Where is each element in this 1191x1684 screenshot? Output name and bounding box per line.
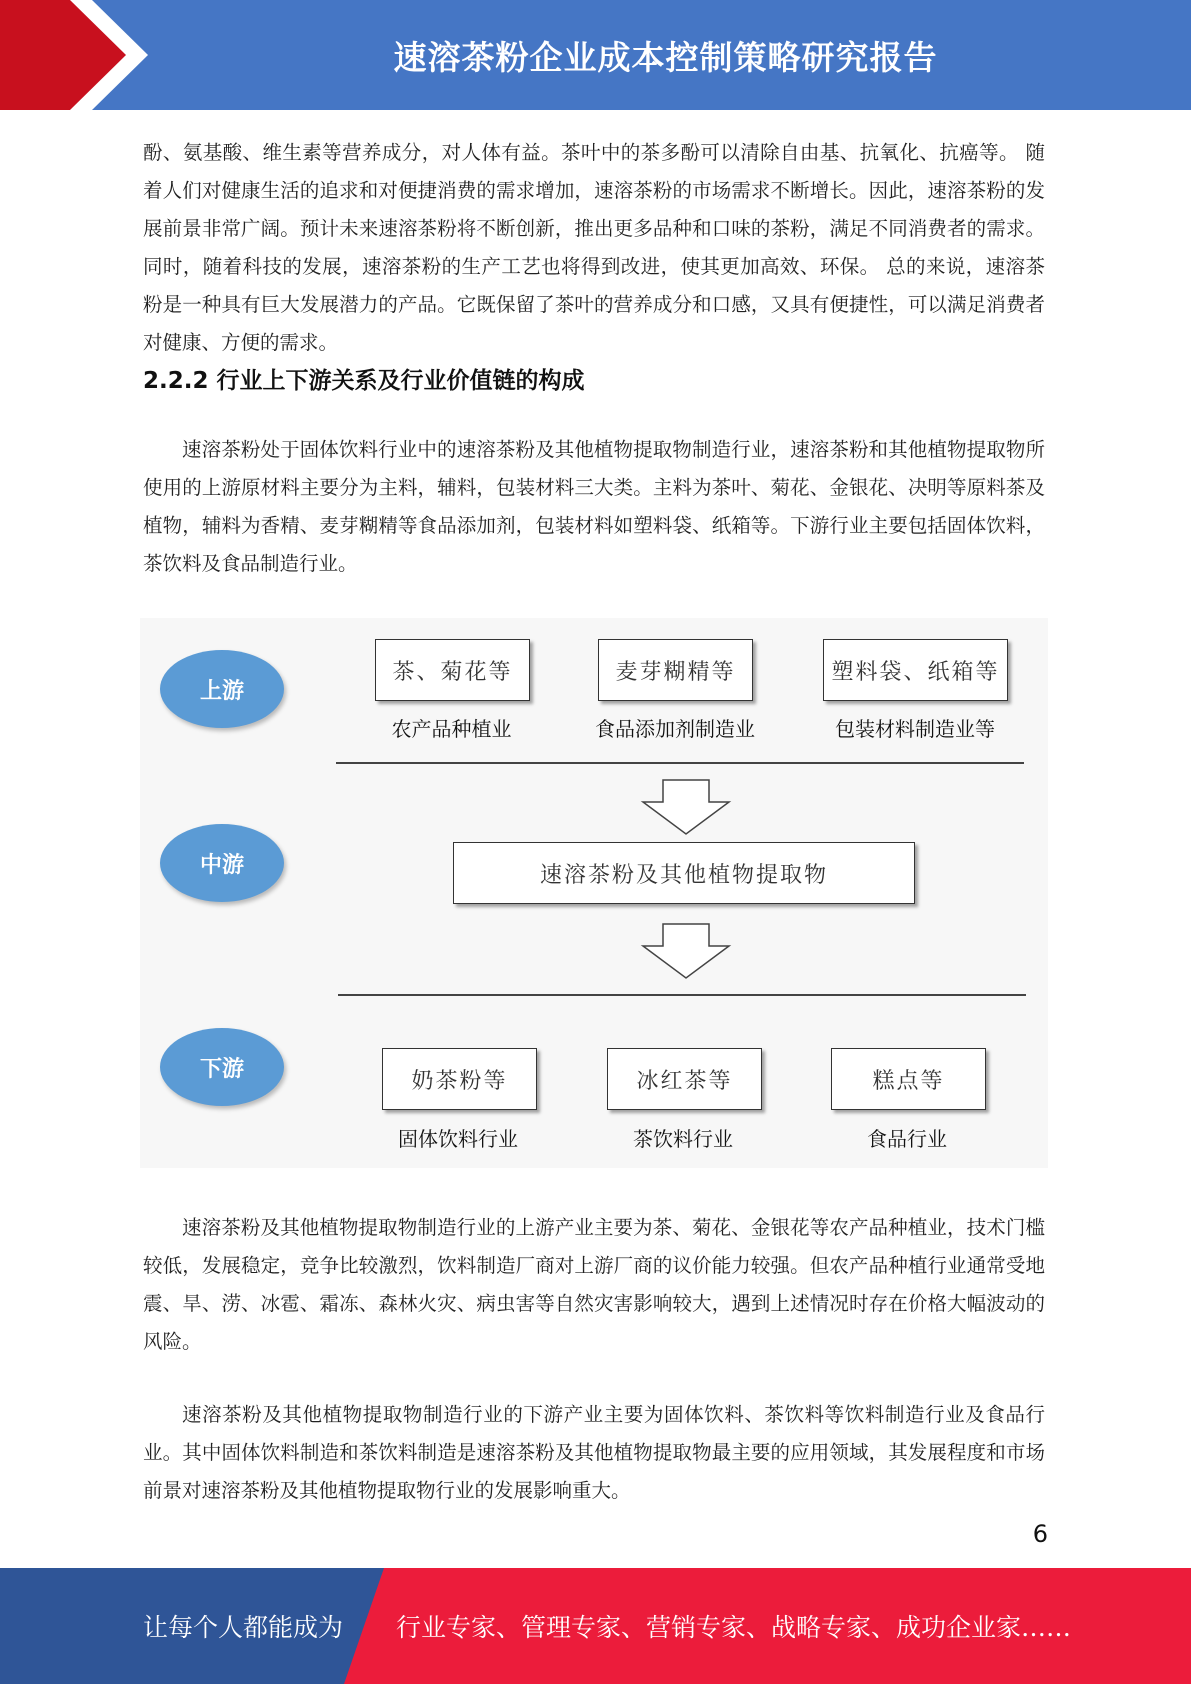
downstream-caption-tea-drinks: 茶饮料行业 (633, 1127, 733, 1151)
footer-slogan-right: 行业专家、管理专家、营销专家、战略专家、成功企业家…… (396, 1613, 1072, 1642)
paragraph-upstream: 速溶茶粉及其他植物提取物制造行业的上游产业主要为茶、菊花、金银花等农产品种植业，技术门槛较低，发展稳定，竞争比较激烈，饮料制造厂商对上游厂商的议价能力较强。但农产品种植行业通常受地震、旱、涝、冰雹、霜冻、森林火灾、病虫害等自然灾害影响较大，遇到上述情况时存在价格大幅波动的风险。 (143, 1216, 1045, 1353)
down-arrow-icon (639, 922, 733, 982)
upstream-box-maltodextrin: 麦芽糊精等 (598, 639, 753, 701)
upstream-caption-agriculture: 农产品种植业 (391, 717, 512, 741)
page-number: 6 (1032, 1520, 1048, 1548)
header-title: 速溶茶粉企业成本控制策略研究报告 (393, 37, 938, 77)
value-chain-diagram (140, 618, 1048, 1168)
downstream-caption-food: 食品行业 (867, 1127, 947, 1151)
page-footer (0, 1568, 1191, 1684)
upstream-box-tea: 茶、菊花等 (375, 639, 530, 701)
paragraph-intro: 酚、氨基酸、维生素等营养成分，对人体有益。茶叶中的茶多酚可以清除自由基、抗氧化、抗癌等。 随着人们对健康生活的追求和对便捷消费的需求增加，速溶茶粉的市场需求不断增长。因此，速溶茶粉的发展前景非常广阔。预计未来速溶茶粉将不断创新，推出更多品种和口味的茶粉，满足不同消费者的需求。同时，随着科技的发展，速溶茶粉的生产工艺也将得到改进，使其更加高效、环保。 总的来说，速溶茶粉是一种具有巨大发展潜力的产品。它既保留了茶叶的营养成分和口感，又具有便捷性，可以满足消费者对健康、方便的需求。 (143, 141, 1045, 354)
divider-line (336, 762, 1024, 764)
downstream-ellipse: 下游 (160, 1028, 284, 1106)
divider-line (338, 994, 1026, 996)
upstream-caption-additives: 食品添加剂制造业 (595, 717, 755, 741)
paragraph-downstream: 速溶茶粉及其他植物提取物制造行业的下游产业主要为固体饮料、茶饮料等饮料制造行业及食品行业。其中固体饮料制造和茶饮料制造是速溶茶粉及其他植物提取物最主要的应用领域，其发展程度和市场前景对速溶茶粉及其他植物提取物行业的发展影响重大。 (143, 1403, 1045, 1502)
page-header (0, 0, 1191, 110)
footer-slogan-left: 让每个人都能成为 (143, 1613, 344, 1642)
upstream-caption-packaging: 包装材料制造业等 (835, 717, 995, 741)
downstream-caption-solid-drinks: 固体饮料行业 (398, 1127, 518, 1151)
downstream-box-ice-tea: 冰红茶等 (607, 1048, 762, 1110)
section-heading: 2.2.2 行业上下游关系及行业价值链的构成 (143, 368, 585, 394)
midstream-ellipse: 中游 (160, 824, 284, 902)
paragraph-industry: 速溶茶粉处于固体饮料行业中的速溶茶粉及其他植物提取物制造行业，速溶茶粉和其他植物提取物所使用的上游原材料主要分为主料，辅料，包装材料三大类。主料为茶叶、菊花、金银花、决明等原料茶及植物，辅料为香精、麦芽糊精等食品添加剂，包装材料如塑料袋、纸箱等。下游行业主要包括固体饮料，茶饮料及食品制造行业。 (143, 438, 1045, 575)
down-arrow-icon (639, 778, 733, 838)
downstream-box-pastry: 糕点等 (831, 1048, 986, 1110)
upstream-ellipse: 上游 (160, 650, 284, 728)
upstream-box-packaging: 塑料袋、纸箱等 (823, 639, 1008, 701)
downstream-box-milk-tea: 奶茶粉等 (382, 1048, 537, 1110)
midstream-box: 速溶茶粉及其他植物提取物 (453, 842, 915, 904)
